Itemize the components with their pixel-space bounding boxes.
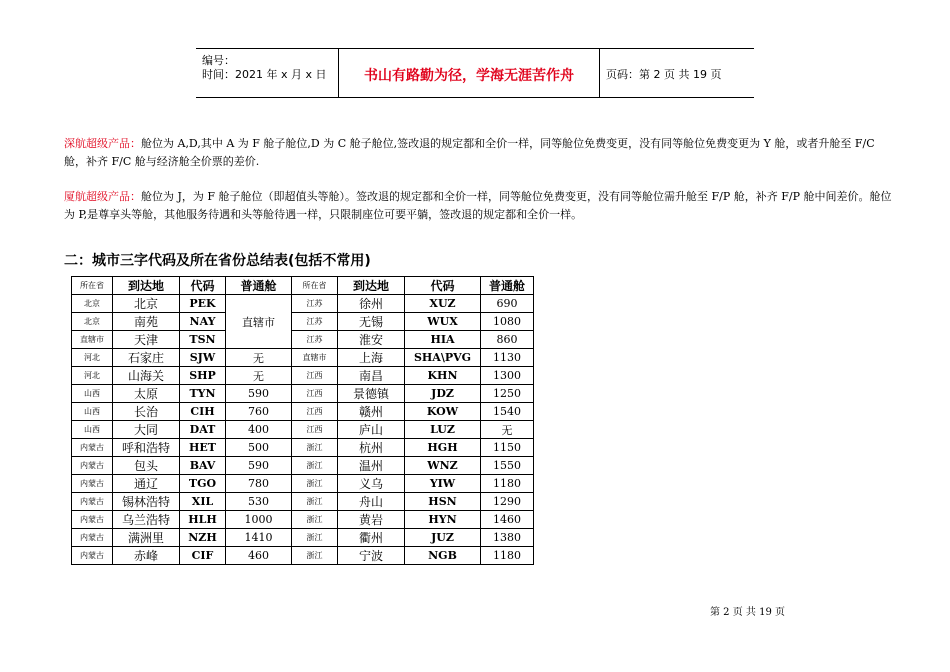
table-cell: 浙江 [292, 511, 338, 529]
table-row [72, 367, 534, 385]
table-cell: 黄岩 [338, 511, 405, 529]
table-cell: 北京 [72, 313, 113, 331]
table-cell: 760 [226, 403, 292, 421]
table-cell: 内蒙古 [72, 493, 113, 511]
table-cell: 长治 [113, 403, 180, 421]
table-cell: 590 [226, 457, 292, 475]
table-cell: 山海关 [113, 367, 180, 385]
table-row [72, 439, 534, 457]
table-cell: 江西 [292, 421, 338, 439]
table-cell: 天津 [113, 331, 180, 349]
table-cell: 500 [226, 439, 292, 457]
header-page-cell [600, 49, 754, 97]
table-cell: 河北 [72, 367, 113, 385]
table-cell: 590 [226, 385, 292, 403]
table-cell: HSN [405, 493, 481, 511]
table-row [72, 385, 534, 403]
column-header: 所在省 [292, 277, 338, 295]
table-cell: 杭州 [338, 439, 405, 457]
table-cell: 直辖市 [226, 295, 292, 349]
table-cell: 无 [481, 421, 534, 439]
table-cell: 1000 [226, 511, 292, 529]
table-cell: 赣州 [338, 403, 405, 421]
table-cell: 1180 [481, 475, 534, 493]
table-cell: 温州 [338, 457, 405, 475]
page-number-label: 页码：第 2 页 共 19 页 [606, 68, 722, 81]
table-cell: XUZ [405, 295, 481, 313]
table-cell: 内蒙古 [72, 439, 113, 457]
section-title: 二：城市三字代码及所在省份总结表(包括不常用) [64, 253, 371, 269]
table-cell: 江苏 [292, 295, 338, 313]
table-cell: JDZ [405, 385, 481, 403]
paragraph-text: 舱位为 A,D,其中 A 为 F 舱子舱位,D 为 C 舱子舱位,签改退的规定都和全价一样，同等舱位免费变更，没有同等舱位免费变更为 Y 舱，或者升舱至 F/C 舱，补齐 F/C 舱与经济舱全价票的差价. [64, 137, 875, 168]
table-cell: WNZ [405, 457, 481, 475]
table-cell: HYN [405, 511, 481, 529]
paragraph-xiamen-airlines [64, 188, 894, 224]
table-cell: 1460 [481, 511, 534, 529]
table-cell: 780 [226, 475, 292, 493]
table-cell: 1150 [481, 439, 534, 457]
table-cell: SHP [180, 367, 226, 385]
city-code-table [71, 276, 534, 565]
table-row [72, 493, 534, 511]
paragraph-text: 舱位为 J，为 F 舱子舱位（即超值头等舱）。签改退的规定都和全价一样，同等舱位免费变更，没有同等舱位需升舱至 F/P 舱，补齐 F/P 舱中间差价。舱位为 P,是尊享头等舱，其他服务待遇和头等舱待遇一样，只限制座位可要平躺，签改退的规定都和全价一样。 [64, 190, 892, 221]
table-cell: 徐州 [338, 295, 405, 313]
table-cell: 石家庄 [113, 349, 180, 367]
table-cell: 锡林浩特 [113, 493, 180, 511]
table-cell: 内蒙古 [72, 547, 113, 565]
table-cell: 1250 [481, 385, 534, 403]
table-cell: KHN [405, 367, 481, 385]
table-cell: LUZ [405, 421, 481, 439]
table-cell: JUZ [405, 529, 481, 547]
table-cell: 山西 [72, 403, 113, 421]
table-cell: BAV [180, 457, 226, 475]
table-cell: 内蒙古 [72, 457, 113, 475]
table-row [72, 313, 534, 331]
table-cell: 内蒙古 [72, 529, 113, 547]
table-cell: 860 [481, 331, 534, 349]
table-row [72, 331, 534, 349]
table-cell: 江西 [292, 385, 338, 403]
table-row [72, 349, 534, 367]
table-cell: 大同 [113, 421, 180, 439]
table-cell: 舟山 [338, 493, 405, 511]
table-cell: 赤峰 [113, 547, 180, 565]
table-cell: HGH [405, 439, 481, 457]
table-cell: 530 [226, 493, 292, 511]
table-cell: XIL [180, 493, 226, 511]
table-cell: 江西 [292, 367, 338, 385]
table-cell: 北京 [72, 295, 113, 313]
table-cell: 1300 [481, 367, 534, 385]
table-cell: 690 [481, 295, 534, 313]
table-row [72, 421, 534, 439]
table-cell: 包头 [113, 457, 180, 475]
table-cell: 1410 [226, 529, 292, 547]
column-header: 普通舱 [481, 277, 534, 295]
table-cell: PEK [180, 295, 226, 313]
table-cell: SHA\PVG [405, 349, 481, 367]
paragraph-label: 厦航超级产品： [64, 190, 141, 203]
table-cell: 满洲里 [113, 529, 180, 547]
table-cell: 400 [226, 421, 292, 439]
table-cell: 1290 [481, 493, 534, 511]
table-cell: 无锡 [338, 313, 405, 331]
table-cell: 太原 [113, 385, 180, 403]
table-cell: 内蒙古 [72, 511, 113, 529]
table-cell: 景德镇 [338, 385, 405, 403]
table-cell: 庐山 [338, 421, 405, 439]
table-row [72, 403, 534, 421]
table-header-row [72, 277, 534, 295]
table-cell: 无 [226, 349, 292, 367]
table-cell: SJW [180, 349, 226, 367]
motto: 书山有路勤为径，学海无涯苦作舟 [364, 68, 574, 84]
table-cell: 1380 [481, 529, 534, 547]
column-header: 所在省 [72, 277, 113, 295]
table-cell: 浙江 [292, 475, 338, 493]
column-header: 普通舱 [226, 277, 292, 295]
table-cell: 南昌 [338, 367, 405, 385]
table-cell: 1540 [481, 403, 534, 421]
table-cell: 南苑 [113, 313, 180, 331]
table-row [72, 475, 534, 493]
document-header [196, 48, 754, 98]
table-cell: NAY [180, 313, 226, 331]
table-cell: WUX [405, 313, 481, 331]
table-cell: HET [180, 439, 226, 457]
table-cell: TGO [180, 475, 226, 493]
table-cell: 上海 [338, 349, 405, 367]
table-cell: HLH [180, 511, 226, 529]
table-cell: 浙江 [292, 529, 338, 547]
table-cell: 浙江 [292, 547, 338, 565]
table-row [72, 295, 534, 313]
table-cell: 1080 [481, 313, 534, 331]
table-cell: HIA [405, 331, 481, 349]
header-motto-cell [339, 49, 600, 97]
table-cell: 义乌 [338, 475, 405, 493]
table-cell: 460 [226, 547, 292, 565]
table-row [72, 511, 534, 529]
column-header: 到达地 [113, 277, 180, 295]
paragraph-label: 深航超级产品： [64, 137, 141, 150]
table-cell: 浙江 [292, 439, 338, 457]
table-cell: 北京 [113, 295, 180, 313]
column-header: 代码 [405, 277, 481, 295]
number-label: 编号： [202, 54, 235, 67]
table-cell: 山西 [72, 385, 113, 403]
table-cell: KOW [405, 403, 481, 421]
paragraph-shenzhen-airlines [64, 135, 894, 171]
table-row [72, 529, 534, 547]
time-label: 时间：2021 年 x 月 x 日 [202, 68, 327, 81]
table-cell: 浙江 [292, 457, 338, 475]
column-header: 代码 [180, 277, 226, 295]
table-row [72, 547, 534, 565]
table-cell: CIH [180, 403, 226, 421]
table-cell: 江苏 [292, 331, 338, 349]
table-cell: 直辖市 [72, 331, 113, 349]
table-cell: TSN [180, 331, 226, 349]
page-footer: 第 2 页 共 19 页 [710, 607, 785, 618]
table-cell: 浙江 [292, 493, 338, 511]
table-cell: 1130 [481, 349, 534, 367]
table-cell: CIF [180, 547, 226, 565]
table-cell: 通辽 [113, 475, 180, 493]
header-info-cell [196, 49, 339, 97]
table-cell: 山西 [72, 421, 113, 439]
table-cell: YIW [405, 475, 481, 493]
table-cell: TYN [180, 385, 226, 403]
table-cell: 内蒙古 [72, 475, 113, 493]
table-cell: 河北 [72, 349, 113, 367]
table-cell: 淮安 [338, 331, 405, 349]
column-header: 到达地 [338, 277, 405, 295]
table-cell: DAT [180, 421, 226, 439]
table-cell: 无 [226, 367, 292, 385]
table-cell: 乌兰浩特 [113, 511, 180, 529]
table-cell: 宁波 [338, 547, 405, 565]
table-row [72, 457, 534, 475]
table-cell: NGB [405, 547, 481, 565]
table-cell: 江西 [292, 403, 338, 421]
table-cell: 江苏 [292, 313, 338, 331]
table-cell: 衢州 [338, 529, 405, 547]
table-cell: NZH [180, 529, 226, 547]
table-cell: 直辖市 [292, 349, 338, 367]
table-cell: 1550 [481, 457, 534, 475]
table-cell: 1180 [481, 547, 534, 565]
table-cell: 呼和浩特 [113, 439, 180, 457]
